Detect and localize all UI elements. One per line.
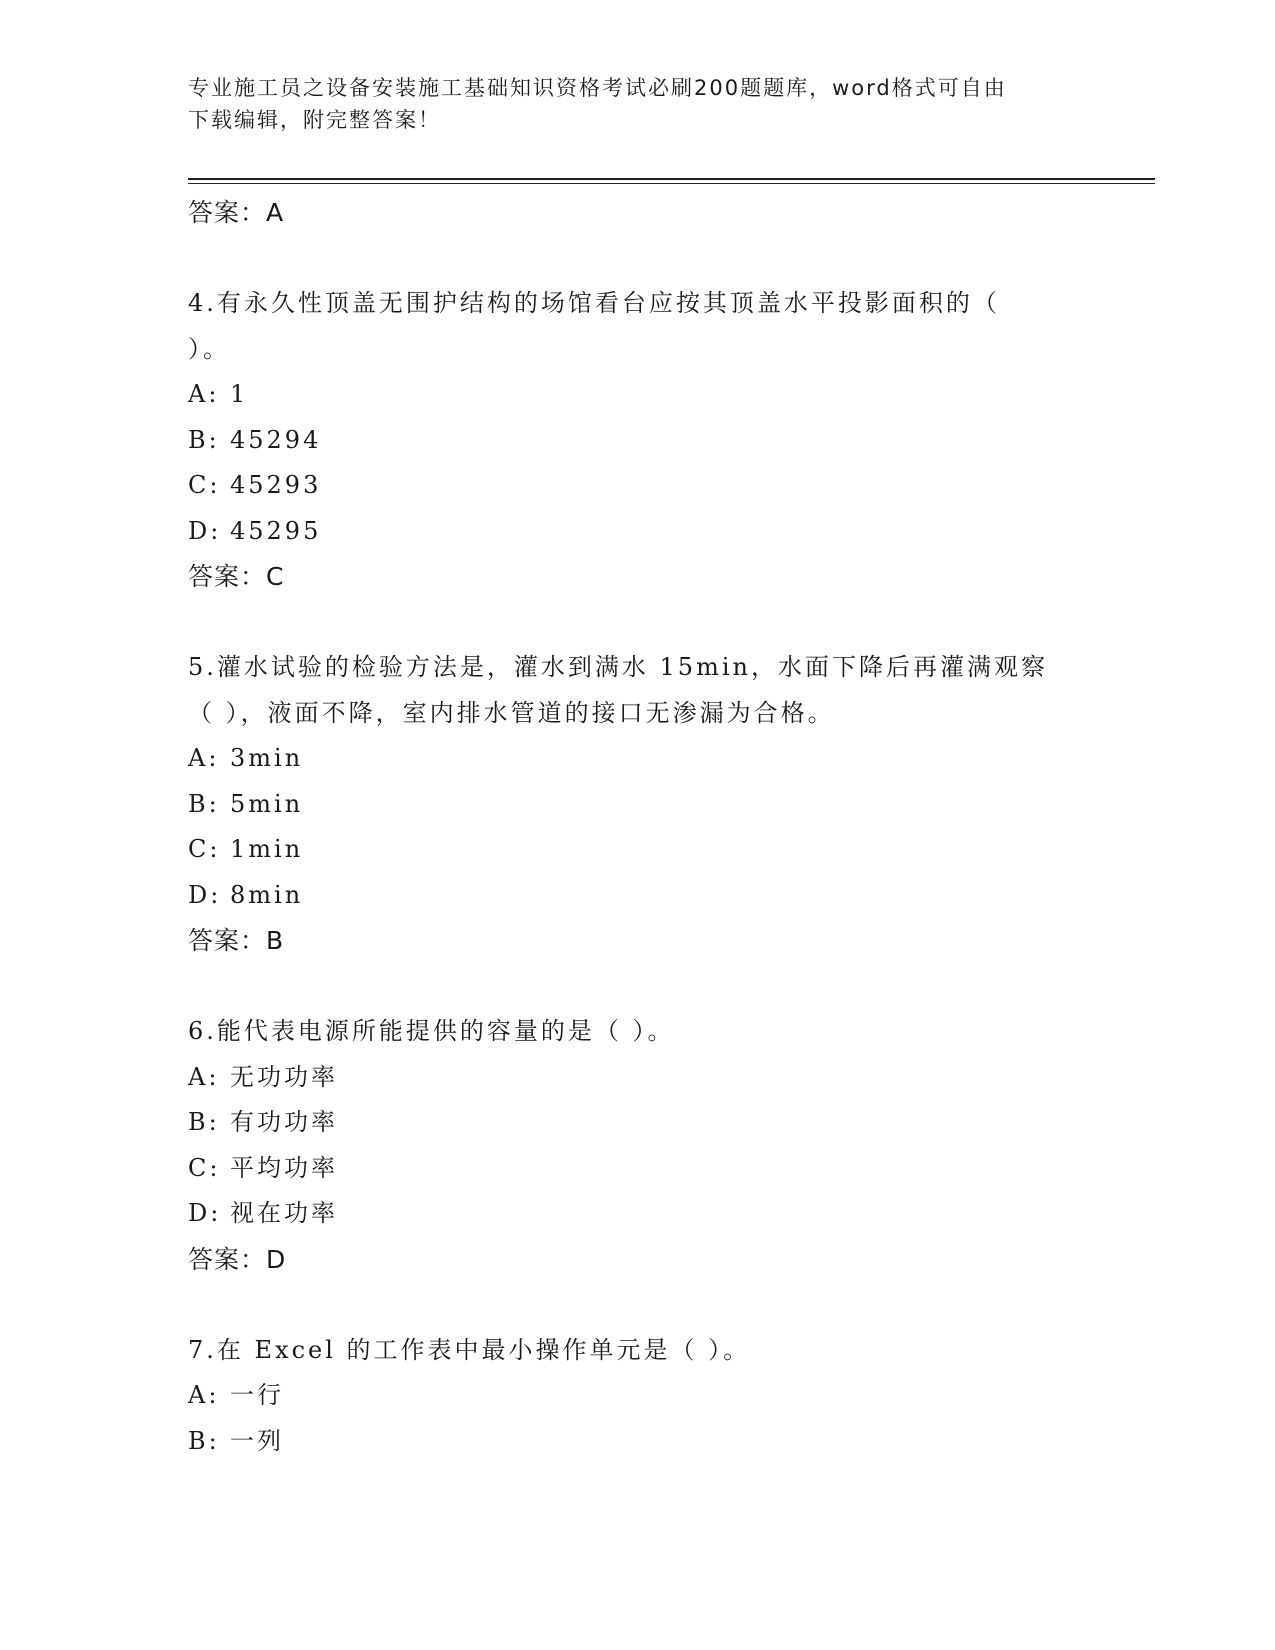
question-block (188, 645, 1088, 964)
question-text: 4.有永久性顶盖无围护结构的场馆看台应按其顶盖水平投影面积的（ (188, 289, 1000, 317)
option-a: A: 一行 (188, 1381, 284, 1409)
answer-line: 答案：D (188, 1244, 287, 1274)
header-rule-thick (188, 178, 1155, 180)
option-c: C: 1min (188, 835, 304, 863)
answer-line: 答案：C (188, 562, 285, 591)
question-block (188, 1328, 1088, 1465)
question-number: 5. (188, 653, 217, 681)
question-number: 4. (188, 289, 217, 317)
question-block (188, 281, 1088, 600)
question-number: 6. (188, 1017, 217, 1045)
question-text-cont: ）。 (188, 334, 230, 363)
option-d: D: 45295 (188, 516, 322, 545)
option-b: B: 45294 (188, 425, 322, 454)
answer-value: D (266, 1244, 287, 1274)
question-block (188, 1009, 1088, 1282)
option-c: C: 45293 (188, 471, 322, 499)
option-a: A: 1 (188, 380, 249, 408)
answer-value: B (266, 926, 285, 955)
header-line-2: 下载编辑，附完整答案！ (188, 108, 441, 132)
header-rule-thin (188, 183, 1155, 184)
answer-prefix: 答案： (188, 198, 267, 227)
answer-value: C (266, 562, 285, 591)
answer-line: 答案：B (188, 926, 285, 955)
option-c: C: 平均功率 (188, 1153, 338, 1182)
answer-value: A (266, 198, 285, 227)
option-d: D: 视在功率 (188, 1199, 338, 1227)
option-a: A: 3min (188, 744, 304, 772)
header-line-1: 专业施工员之设备安装施工基础知识资格考试必刷200题题库，word格式可自由 (188, 76, 1007, 100)
question-text: 6.能代表电源所能提供的容量的是（ ）。 (188, 1017, 675, 1045)
question-list (188, 190, 1088, 1464)
document-header (188, 72, 1088, 136)
question-number: 7. (188, 1335, 217, 1364)
option-b: B: 有功功率 (188, 1108, 338, 1136)
option-d: D: 8min (188, 880, 304, 909)
answer-line (188, 190, 1088, 236)
question-text: 5.灌水试验的检验方法是，灌水到满水 15min，水面下降后再灌满观察 (188, 653, 1048, 681)
question-text: 7.在 Excel 的工作表中最小操作单元是（ ）。 (188, 1335, 751, 1364)
option-a: A: 无功功率 (188, 1062, 338, 1091)
question-text-cont: （ ），液面不降，室内排水管道的接口无渗漏为合格。 (188, 698, 835, 727)
option-b: B: 一列 (188, 1426, 284, 1455)
option-b: B: 5min (188, 789, 304, 818)
